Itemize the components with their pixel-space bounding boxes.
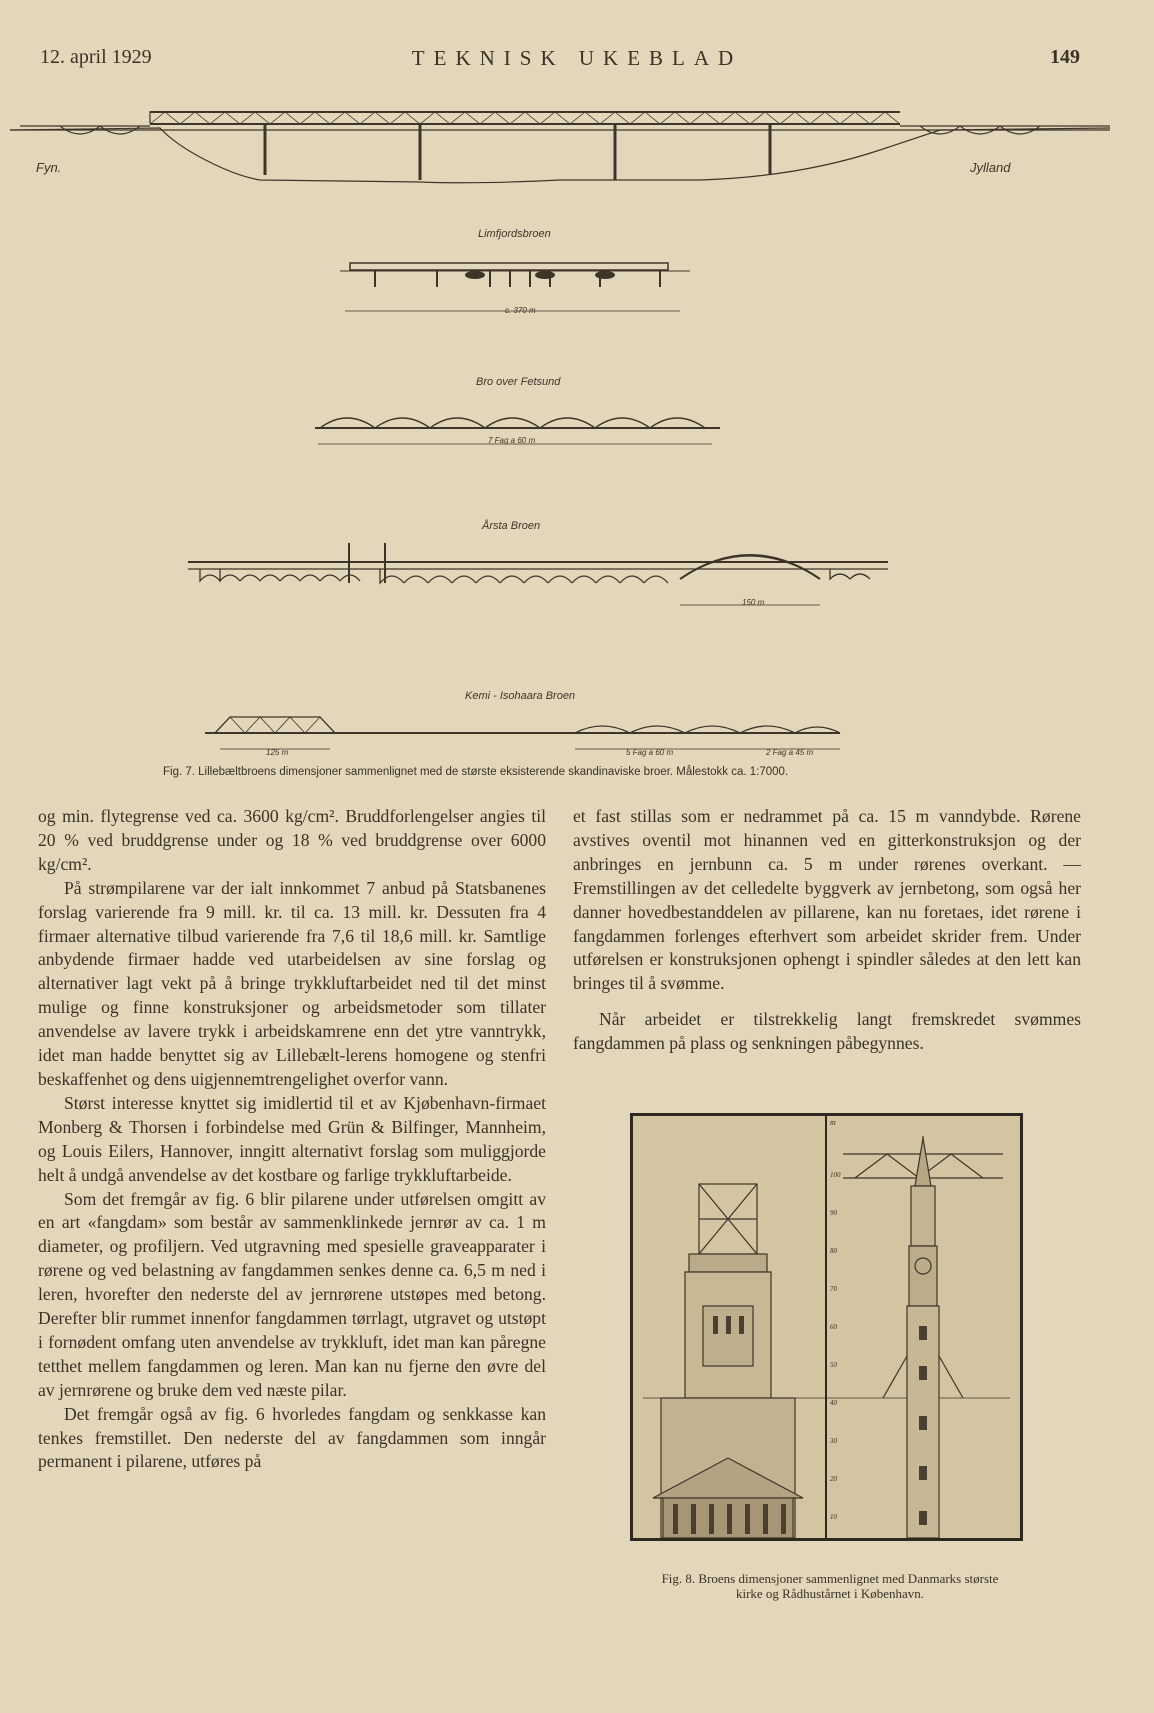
arsta-title: Årsta Broen <box>482 520 541 532</box>
page-number: 149 <box>1050 46 1080 68</box>
header-date: 12. april 1929 <box>40 46 152 68</box>
scale-mark: 50 <box>830 1361 837 1369</box>
scale-mark: 90 <box>830 1209 837 1217</box>
left-paragraph-1: og min. flytegrense ved ca. 3600 kg/cm². Bruddforlengelser angies til 20 % ved bruddgrense under og 18 % ved bruddgrense over 6000 kg/cm². <box>38 806 546 874</box>
figure8-caption-line2: kirke og Rådhustårnet i København. <box>735 1586 925 1601</box>
fetsund-title: Bro over Fetsund <box>476 376 561 388</box>
arsta-bridge-drawing <box>0 535 1154 610</box>
scale-mark: 70 <box>830 1285 837 1293</box>
scale-mark: 80 <box>830 1247 837 1255</box>
right-paragraph-1: et fast stillas som er nedrammet på ca. 15 m vanndybde. Rørene avstives oventil mot hinannen ved en gitterkonstruksjon og der anbringes en jernbunn ca. 5 m under rørenes overkant. — Fremstillingen av det celledelte byggverk av jernbetong, som også her danner hovedbestanddelen av pillarene, kan nu foretaes, idet rørene i fangdammen forlenges efterhvert som arbeidet skrider frem. Under utførelsen er konstruksjonen ophengt i spindler således at den lett kan bringes til å svømme. <box>573 806 1081 994</box>
kemi-dim-right: 2 Fag a 45 m <box>766 748 814 757</box>
limfjord-bridge-drawing <box>0 255 1154 315</box>
kemi-dim-mid: 5 Fag a 60 m <box>626 748 674 757</box>
scale-mark: 100 <box>830 1171 841 1179</box>
figure8-image <box>630 1113 1023 1541</box>
limfjord-dim: c. 370 m <box>505 306 536 315</box>
fetsund-bridge-drawing <box>0 400 1154 450</box>
left-paragraph-4: Som det fremgår av fig. 6 blir pilarene under utførelsen omgitt av en art «fangdam» som består av sammenklinkede jernrør av ca. 1 m diameter, og profiljern. Ved utgravning med spesielle graveapparater i rørene og ved belastning av fangdammen senkes denne ca. 6,5 m ned i leren, hvorefter den nederste del av jernrørene utstøpes med betong. Derefter blir rummet innenfor fangdammen tørrlagt, utgravet og utstøpt i fornødent omfang uten anvendelse av trykkluft, idet man kan påregne tetthet mellem fangdammen og leren. Man kan nu fjerne den øvre del av jernrørene og bruke dem ved næste pilar. <box>38 1188 546 1400</box>
scale-mark: 30 <box>830 1437 837 1445</box>
scale-unit-label: m <box>830 1118 836 1127</box>
limfjord-title: Limfjordsbroen <box>478 228 551 240</box>
arsta-dim: 150 m <box>742 598 765 607</box>
kemi-dim-left: 125 m <box>266 748 289 757</box>
scale-mark: 20 <box>830 1475 837 1483</box>
left-paragraph-2: På strømpilarene var der ialt innkommet 7 anbud på Statsbanenes forslag varierende fra 9 mill. kr. til ca. 13 mill. kr. Dessuten fra 4 firmaer alternative tilbud varierende fra 7,6 til 18,6 mill. kr. Samtlige anbydende firmaer hadde ved utarbeidelsen av sine forslag og alternativer lagt vekt på å bringe trykkluftarbeidet ned til det minst mulige og finne konstruksjoner og arbeidsmetoder som tillater anvendelse av lavere trykk i arbeidskamrene enn det ytre vanntrykk, idet man hadde benyttet sig av Lillebælt-lerens homogene og stenfri beskaffenhet og dens uigjennemtrengelighet overfor vann. <box>38 877 546 1089</box>
figure8-caption-line1: Fig. 8. Broens dimensjoner sammenlignet med Danmarks største <box>661 1571 999 1586</box>
scale-mark: 40 <box>830 1399 837 1407</box>
left-paragraph-5: Det fremgår også av fig. 6 hvorledes fangdam og senkkasse kan tenkes fremstillet. Den nederste del av fangdammen som inngår permanent i pilarene, utføres på <box>38 1403 546 1472</box>
lillebaelt-bridge-drawing <box>0 100 1154 210</box>
figure7-caption: Fig. 7. Lillebæltbroens dimensjoner sammenlignet med de største eksisterende skandinaviske broer. Målestokk ca. 1:7000. <box>163 766 789 778</box>
kemi-bridge-drawing <box>0 705 1154 755</box>
jylland-label: Jylland <box>970 160 1011 175</box>
left-paragraph-3: Størst interesse knyttet sig imidlertid til et av Kjøbenhavn-firmaet Monberg & Thorsen i forbindelse med Grün & Bilfinger, Mannheim, og Louis Eilers, Hannover, inngitt alternativt forslag som muliggjorde helt å undgå anvendelse av det kostbare og farlige trykkluftarbeide. <box>38 1092 546 1185</box>
scale-mark: 60 <box>830 1323 837 1331</box>
scale-marks <box>830 1156 841 1536</box>
journal-title: TEKNISK UKEBLAD <box>411 46 743 70</box>
left-text-column <box>38 805 546 1474</box>
right-text-column <box>573 805 1081 1056</box>
fetsund-dim: 7 Fag a 60 m <box>488 436 536 445</box>
fyn-label: Fyn. <box>36 160 62 175</box>
scale-mark: 10 <box>830 1513 837 1521</box>
right-paragraph-2: Når arbeidet er tilstrekkelig langt fremskredet svømmes fangdammen på plass og senkningen påbegynnes. <box>573 1009 1081 1054</box>
kemi-title: Kemi - Isohaara Broen <box>465 690 576 702</box>
